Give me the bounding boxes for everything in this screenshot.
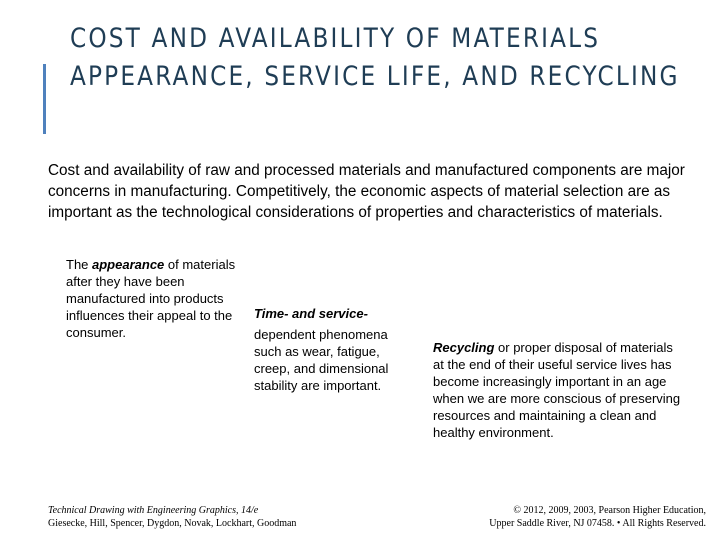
footer-citation [48, 504, 368, 530]
recycling-body: or proper disposal of materials at the end of their useful service lives has become increasingly important in an age when we are more conscious of preserving resources and maintaining a clean and healthy environment. [433, 340, 681, 440]
time-service-paragraph [254, 305, 414, 394]
time-service-term: Time- and service- [254, 306, 368, 321]
appearance-paragraph [66, 256, 238, 341]
footer-copyright [386, 504, 706, 530]
slide-title-line-2: APPEARANCE, SERVICE LIFE, AND RECYCLING [70, 61, 680, 92]
recycling-paragraph [433, 339, 683, 441]
appearance-prefix: The [66, 257, 93, 272]
slide-title [70, 20, 680, 96]
footer-copyright-line-1: © 2012, 2009, 2003, Pearson Higher Education, [513, 505, 706, 516]
time-service-body: dependent phenomena such as wear, fatigue, creep, and dimensional stability are important. [254, 327, 389, 393]
appearance-body: of materials after they have been manufactured into products influences their appeal to the consumer. [66, 257, 236, 340]
recycling-term: Recycling [433, 340, 495, 355]
slide-title-line-1: COST AND AVAILABILITY OF MATERIALS [70, 23, 601, 54]
footer-authors: Giesecke, Hill, Spencer, Dygdon, Novak, Lockhart, Goodman [48, 518, 297, 529]
footer-copyright-line-2: Upper Saddle River, NJ 07458. • All Rights Reserved. [489, 518, 706, 529]
title-accent-bar [43, 64, 46, 134]
footer-book-title: Technical Drawing with Engineering Graphics, 14/e [48, 505, 259, 516]
appearance-term: appearance [92, 257, 165, 272]
intro-paragraph: Cost and availability of raw and processed materials and manufactured components are major concerns in manufacturing. Competitively, the economic aspects of material selection are as important as the technological considerations of properties and characteristics of materials. [48, 162, 685, 221]
